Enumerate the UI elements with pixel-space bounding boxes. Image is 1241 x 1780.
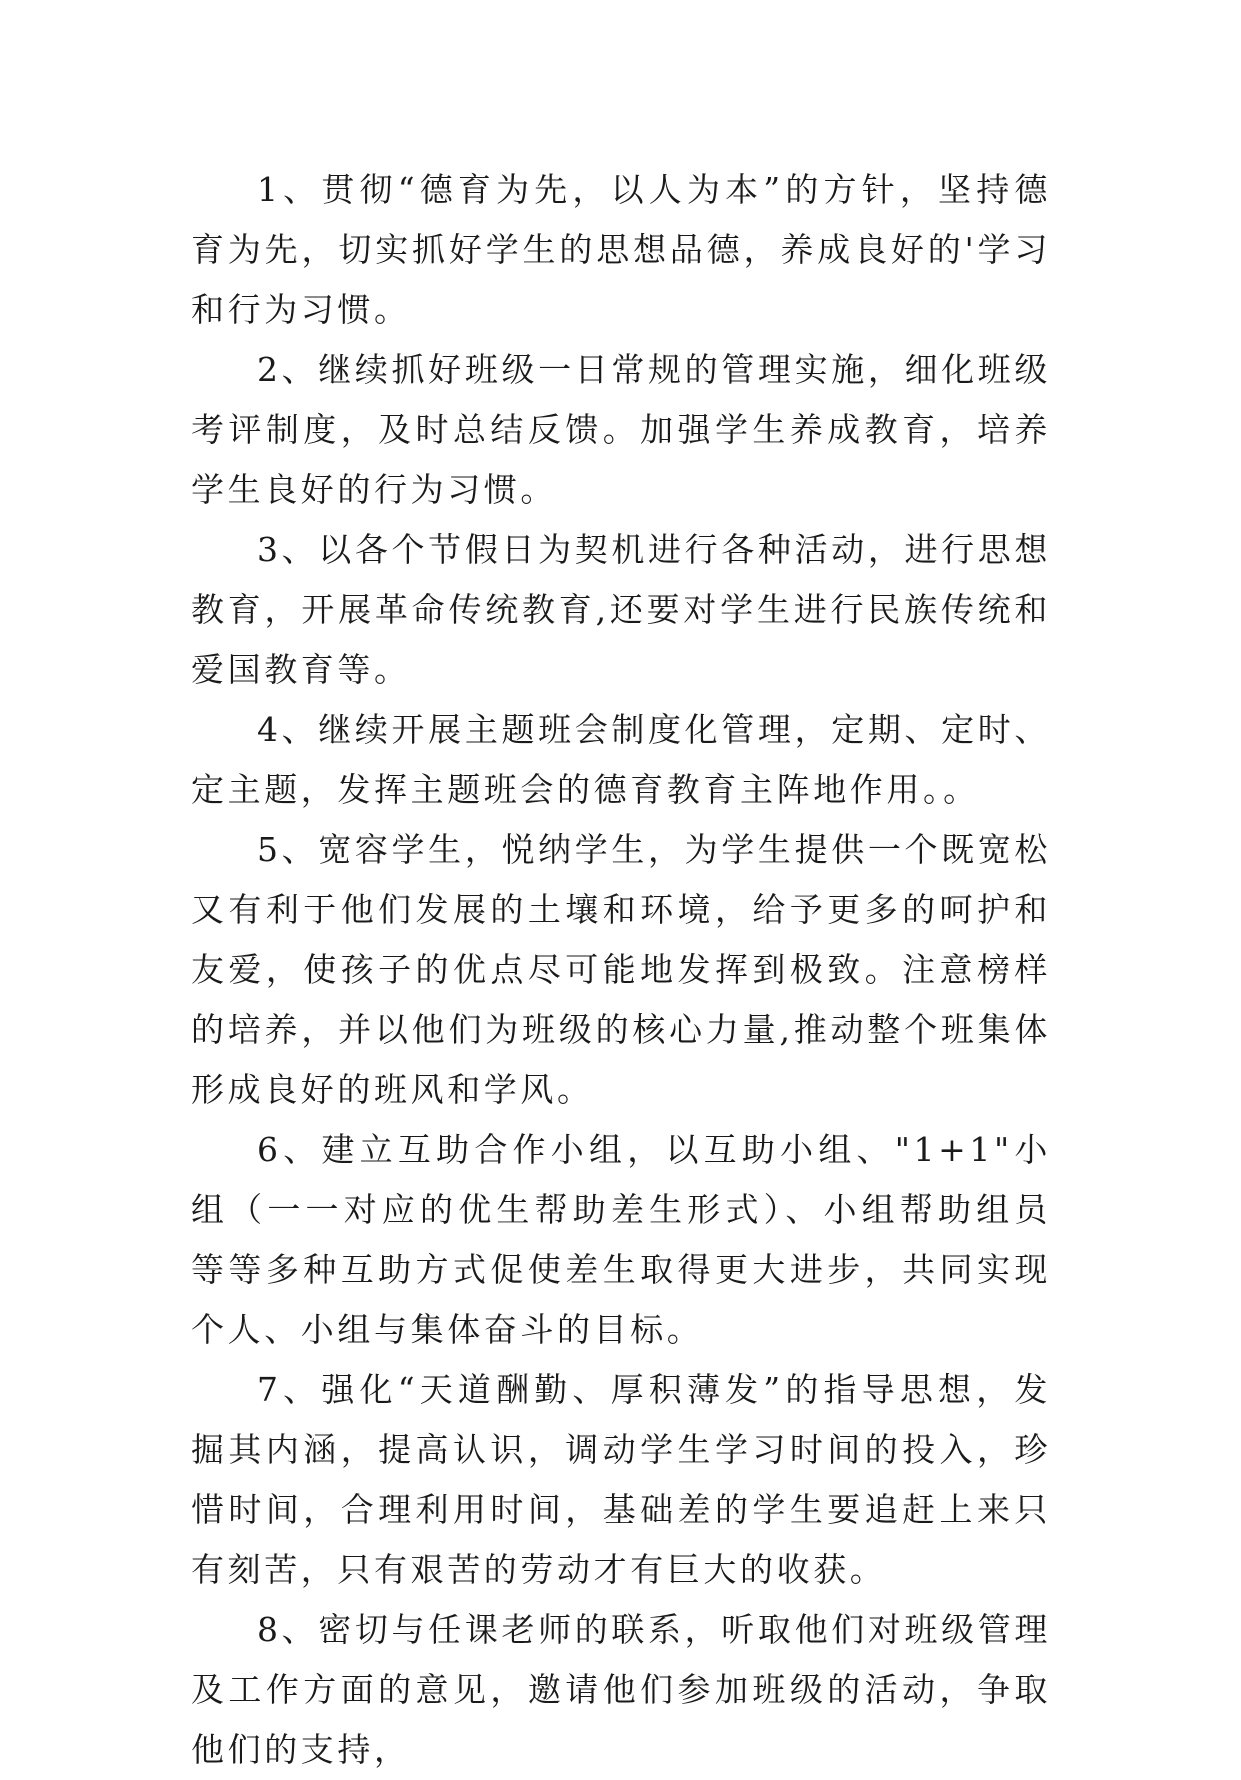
paragraph-7: 7、强化“天道酬勤、厚积薄发”的指导思想，发掘其内涵，提高认识，调动学生学习时间的投入，珍惜时间，合理利用时间，基础差的学生要追赶上来只有刻苦，只有艰苦的劳动才有巨大的收获。 [191,1370,1051,1589]
paragraph-5: 5、宽容学生，悦纳学生，为学生提供一个既宽松又有利于他们发展的土壤和环境，给予更多的呵护和友爱，使孩子的优点尽可能地发挥到极致。注意榜样的培养，并以他们为班级的核心力量,推动整个班集体形成良好的班风和学风。 [191,830,1051,1109]
paragraph-4: 4、继续开展主题班会制度化管理，定期、定时、定主题，发挥主题班会的德育教育主阵地作用。。 [191,710,1051,809]
paragraph-2: 2、继续抓好班级一日常规的管理实施，细化班级考评制度，及时总结反馈。加强学生养成教育，培养学生良好的行为习惯。 [191,350,1051,509]
paragraph-6: 6、建立互助合作小组，以互助小组、"1+1"小组（一一对应的优生帮助差生形式）、小组帮助组员等等多种互助方式促使差生取得更大进步，共同实现个人、小组与集体奋斗的目标。 [191,1130,1051,1349]
paragraph-8: 8、密切与任课老师的联系，听取他们对班级管理及工作方面的意见，邀请他们参加班级的活动，争取他们的支持， [191,1610,1051,1769]
paragraph-1: 1、贯彻“德育为先，以人为本”的方针，坚持德育为先，切实抓好学生的思想品德，养成良好的'学习和行为习惯。 [191,170,1051,329]
paragraph-3: 3、以各个节假日为契机进行各种活动，进行思想教育，开展革命传统教育,还要对学生进行民族传统和爱国教育等。 [191,530,1051,689]
document-body [191,160,1051,1780]
